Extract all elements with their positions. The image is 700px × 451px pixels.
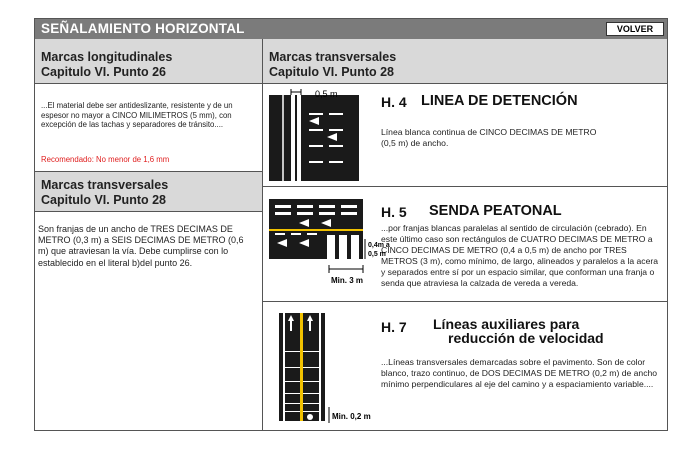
right-row-divider-2 — [262, 301, 667, 302]
right-row-divider-1 — [262, 186, 667, 187]
h5-code: H. 5 — [381, 204, 407, 220]
h5-dimension-length: Min. 3 m — [331, 276, 364, 285]
h4-dimension-label: 0,5 m — [315, 89, 338, 99]
h7-speed-reduction-illustration — [279, 311, 375, 427]
right-heading-line1: Marcas transversales — [269, 50, 397, 64]
h5-dimension-width-line2: 0,5 m — [368, 251, 386, 258]
h7-dimension-label: Min. 0,2 m — [332, 412, 371, 421]
h5-description: ...por franjas blancas paralelas al sentido de circulación (cebrado). En este último caso son rectángulos de CUATRO DECIMAS DE METRO a CINCO DECIMAS DE METRO (0,4 a 0,5 m) de ancho por TRES METROS (3 m), como mínimo, de largo, alineados y paralelos a la acera y separados entre sí por un espacio similar, que conforman una franja o senda que atraviesa la calzada de vereda a vereda. — [381, 223, 659, 288]
h5-dimension-width-line1: 0,4m a — [368, 242, 390, 249]
left-section2-header — [35, 172, 262, 212]
back-button[interactable]: VOLVER — [606, 22, 664, 36]
left-section1-heading-line1: Marcas longitudinales — [41, 50, 173, 64]
left-section2-heading-line1: Marcas transversales — [41, 178, 169, 192]
title-bar — [35, 19, 667, 39]
h5-crosswalk-illustration — [269, 199, 390, 297]
h4-stop-line-illustration — [269, 89, 365, 181]
right-heading-line2: Capitulo VI. Punto 28 — [269, 65, 395, 79]
h7-code: H. 7 — [381, 319, 407, 335]
h4-description: Línea blanca continua de CINCO DECIMAS DE METRO (0,5 m) de ancho. — [381, 127, 597, 148]
left-section1-heading-line2: Capitulo VI. Punto 26 — [41, 65, 167, 79]
h5-title: SENDA PEATONAL — [429, 203, 562, 219]
left-section1-header — [35, 39, 262, 84]
page-title: SEÑALAMIENTO HORIZONTAL — [41, 21, 245, 36]
right-header — [263, 39, 667, 84]
h7-title-line1: Líneas auxiliares para — [433, 316, 580, 332]
h4-code: H. 4 — [381, 94, 407, 110]
left-section1-text: ...El material debe ser antideslizante, resistente y de un espesor no mayor a CINCO MILIMETROS (5 mm), con excepción de las tachas y separadores de tránsito.... — [41, 101, 233, 129]
left-section1-recommended: Recomendado: No menor de 1,6 mm — [41, 155, 170, 164]
left-section2-heading-line2: Capitulo VI. Punto 28 — [41, 193, 167, 207]
column-divider — [262, 39, 263, 431]
h7-description: ...Líneas transversales demarcadas sobre el pavimento. Son de color blanco, trazo continuo, de DOS DECIMAS DE METRO (0,2 m) de ancho mínimo perpendiculares al eje del camino y a espaciamiento variable.... — [381, 357, 658, 389]
page-frame — [34, 18, 668, 431]
h4-title: LINEA DE DETENCIÓN — [421, 93, 578, 109]
h7-title-line2: reducción de velocidad — [448, 330, 604, 346]
left-section2-text: Son franjas de un ancho de TRES DECIMAS DE METRO (0,3 m) a SEIS DECIMAS DE METRO (0,6 m) que atraviesan la vía. Debe cumplirse con lo establecido en el literal b)del punto 26. — [38, 224, 244, 268]
